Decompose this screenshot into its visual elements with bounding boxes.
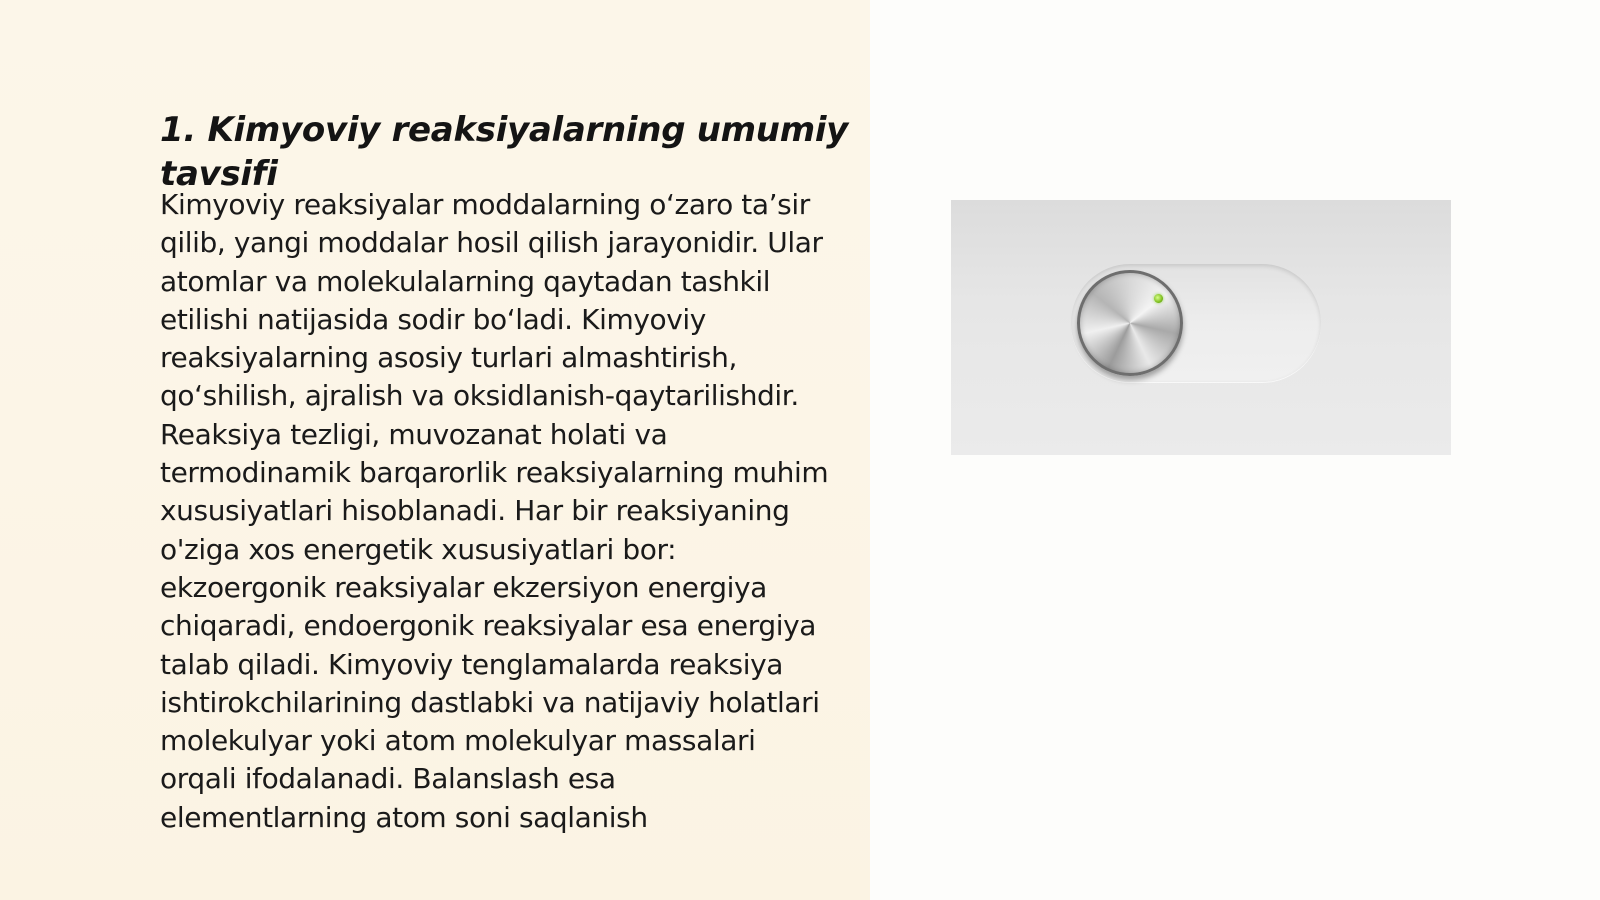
slide-heading: 1. Kimyoviy reaksiyalarning umumiy tavsifi bbox=[160, 110, 849, 194]
toggle-switch-image bbox=[951, 200, 1451, 455]
toggle-switch-icon bbox=[1077, 270, 1183, 376]
indicator-led-icon bbox=[1154, 294, 1163, 303]
slide-body-text: Kimyoviy reaksiyalar moddalarning o‘zaro ta’sir qilib, yangi moddalar hosil qilish jarayonidir. Ular atomlar va molekulalarning qaytadan tashkil etilishi natijasida sodir bo‘ladi. Kimyoviy reaksiyalarning asosiy turlari almashtirish, qo‘shilish, ajralish va oksidlanish-qaytarilishdir. Reaksiya tezligi, muvozanat holati va termodinamik barqarorlik reaksiyalarning muhim xususiyatlari hisoblanadi. Har bir reaksiyaning o'ziga xos energetik xususiyatlari bor: ekzoergonik reaksiyalar ekzersiyon energiya chiqaradi, endoergonik reaksiyalar esa energiya talab qiladi. Kimyoviy tenglamalarda reaksiya ishtirokchilarining dastlabki va natijaviy holatlari molekulyar yoki atom molekulyar massalari orqali ifodalanadi. Balanslash esa elementlarning atom soni saqlanish bbox=[160, 188, 829, 834]
